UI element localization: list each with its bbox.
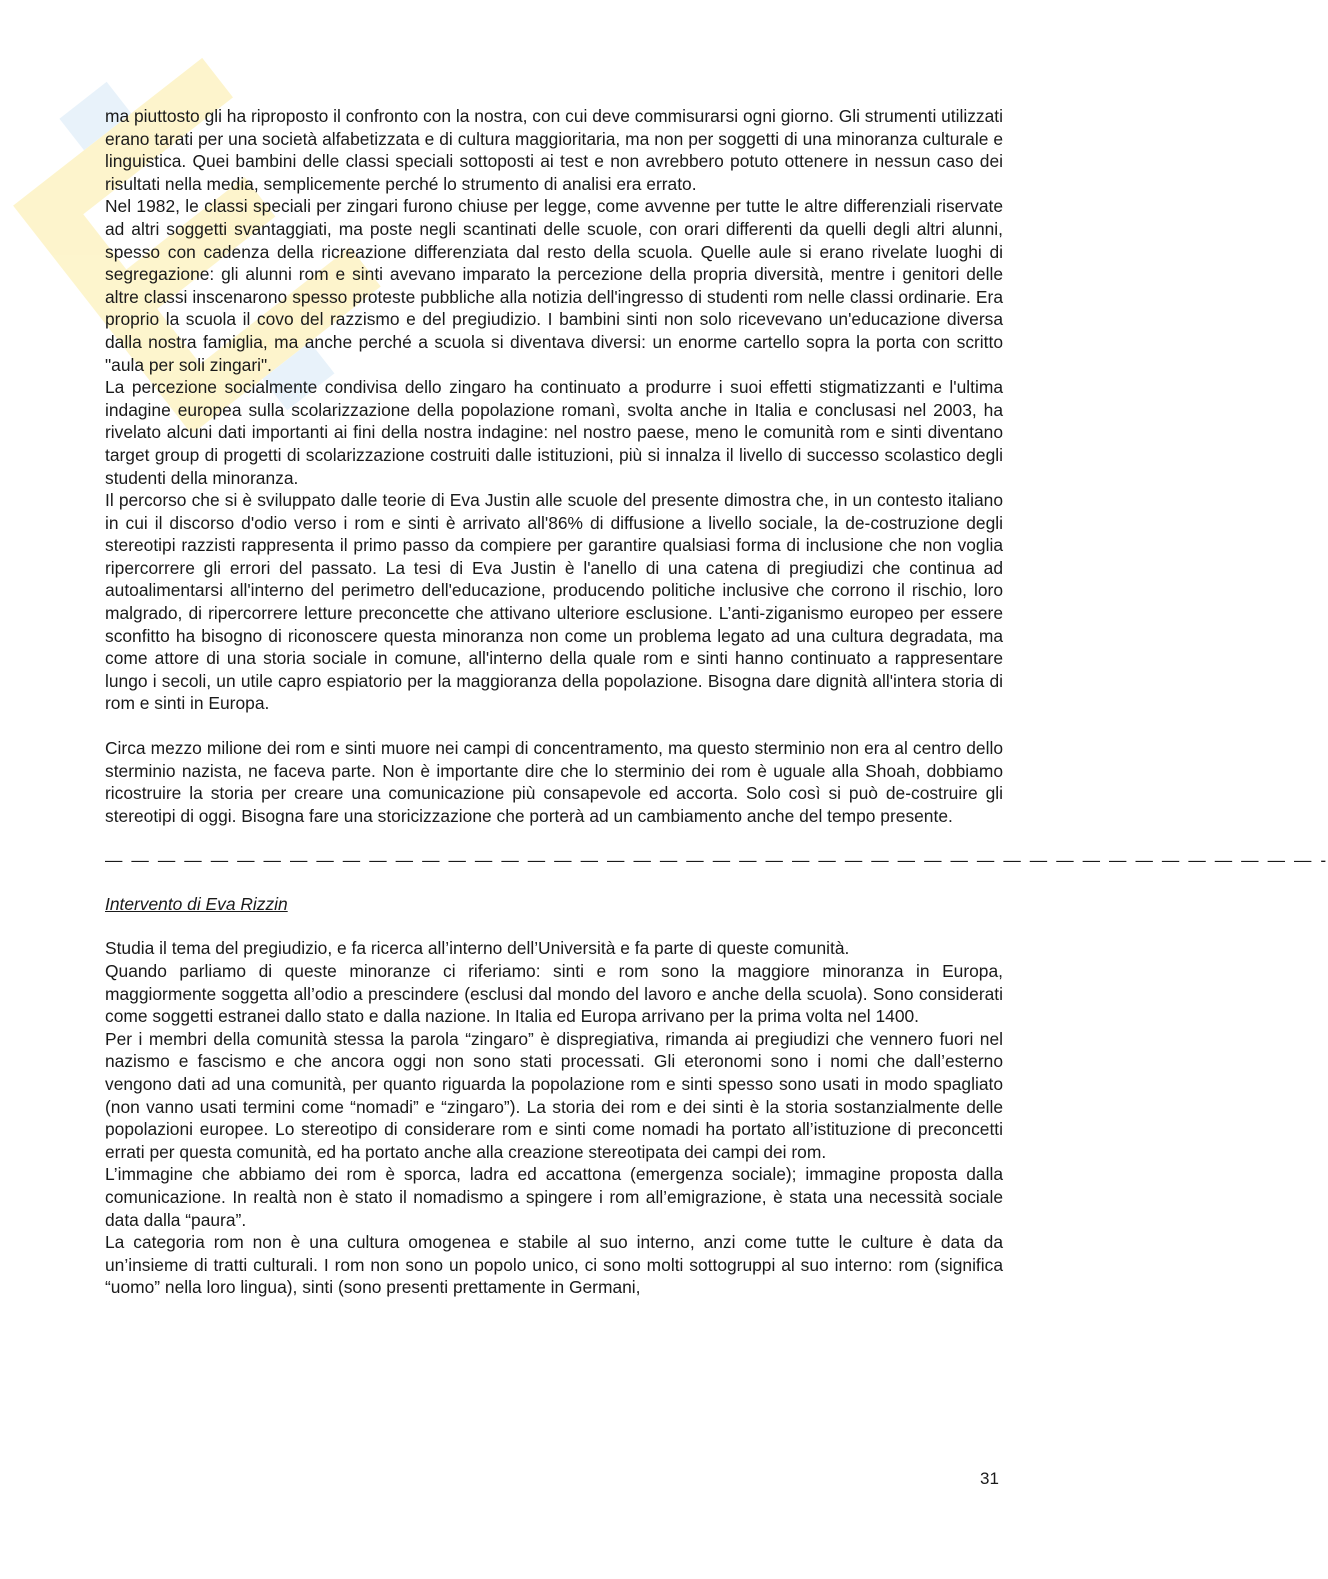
spacer xyxy=(105,715,1003,737)
paragraph: L’immagine che abbiamo dei rom è sporca, ladra ed accattona (emergenza sociale); immagine proposta dalla comunicazione. In realtà non è stato il nomadismo a spingere i rom all’emigrazione, è stata una necessità sociale data dalla “paura”. xyxy=(105,1164,1003,1230)
page-content xyxy=(105,105,1328,1299)
section-1 xyxy=(105,105,1003,715)
paragraph: ma piuttosto gli ha riproposto il confronto con la nostra, con cui deve commisurarsi ogni giorno. Gli strumenti utilizzati erano tarati per una società alfabetizzata e di cultura maggioritaria, ma non per soggetti di una minoranza culturale e linguistica. Quei bambini delle classi speciali sottoposti ai test e non avrebbero potuto ottenere in nessun caso dei risultati nella media, semplicemente perché lo strumento di analisi era errato. xyxy=(105,106,1003,194)
section-2 xyxy=(105,737,1003,827)
paragraph: La percezione socialmente condivisa dello zingaro ha continuato a produrre i suoi effetti stigmatizzanti e l'ultima indagine europea sulla scolarizzazione della popolazione romanì, svolta anche in Italia e conclusasi nel 2003, ha rivelato alcuni dati importanti ai fini della nostra indagine: nel nostro paese, meno le comunità rom e sinti diventano target group di progetti di scolarizzazione costruiti dalle istituzioni, più si innalza il livello di successo scolastico degli studenti della minoranza. xyxy=(105,377,1003,488)
section-3 xyxy=(105,937,1003,1299)
paragraph: Circa mezzo milione dei rom e sinti muore nei campi di concentramento, ma questo sterminio non era al centro dello sterminio nazista, ne faceva parte. Non è importante dire che lo sterminio dei rom è uguale alla Shoah, dobbiamo ricostruire la storia per creare una comunicazione più consapevole ed accorta. Solo così si può de-costruire gli stereotipi di oggi. Bisogna fare una storicizzazione che porterà ad un cambiamento anche del tempo presente. xyxy=(105,738,1003,826)
paragraph: Studia il tema del pregiudizio, e fa ricerca all’interno dell’Università e fa parte di queste comunità. xyxy=(105,938,850,959)
paragraph: Per i membri della comunità stessa la parola “zingaro” è dispregiativa, rimanda ai pregiudizi che vennero fuori nel nazismo e fascismo e che ancora oggi non sono stati processati. Gli eteronomi sono i nomi che dall’esterno vengono dati ad una comunità, per quanto riguarda la popolazione rom e sinti spesso sono usati in modo spagliato (non vanno usati termini come “nomadi” e “zingaro”). La storia dei rom e dei sinti è la storia sostanzialmente delle popolazioni europee. Lo stereotipo di considerare rom e sinti come nomadi ha portato all’istituzione di preconcetti errati per questa comunità, ed ha portato anche alla creazione stereotipata dei campi dei rom. xyxy=(105,1028,1003,1162)
paragraph: Quando parliamo di queste minoranze ci riferiamo: sinti e rom sono la maggiore minoranza in Europa, maggiormente soggetta all’odio a prescindere (esclusi dal mondo del lavoro e anche della scuola). Sono considerati come soggetti estranei dallo stato e dalla nazione. In Italia ed Europa arrivano per la prima volta nel 1400. xyxy=(105,961,1003,1027)
paragraph: La categoria rom non è una cultura omogenea e stabile al suo interno, anzi come tutte le culture è data da un’insieme di tratti culturali. I rom non sono un popolo unico, ci sono molti sottogruppi al suo interno: rom (significa “uomo” nella loro lingua), sinti (sono presenti prettamente in Germani, xyxy=(105,1232,1003,1298)
section-title: Intervento di Eva Rizzin xyxy=(105,894,288,915)
dashed-separator: — — — — — — — — — — — — — — — — — — — — — — — — — — — — — — — — — — — — — — — — — — — — — — - xyxy=(105,850,1328,871)
paragraph: Il percorso che si è sviluppato dalle teorie di Eva Justin alle scuole del presente dimostra che, in un contesto italiano in cui il discorso d'odio verso i rom e sinti è arrivato all'86% di diffusione a livello sociale, la de-costruzione degli stereotipi razzisti rappresenta il primo passo da compiere per garantire qualsiasi forma di inclusione che non voglia ripercorrere gli errori del passato. La tesi di Eva Justin è l'anello di una catena di pregiudizi che continua ad autoalimentarsi all'interno del perimetro dell'educazione, producendo politiche inclusive che corrono il rischio, loro malgrado, di ripercorrere letture preconcette che attivano ulteriore esclusione. L’anti-ziganismo europeo per essere sconfitto ha bisogno di riconoscere questa minoranza non come un problema legato ad una cultura degradata, ma come attore di una storia sociale in comune, all'interno della quale rom e sinti hanno continuato a rappresentare lungo i secoli, un utile capro espiatorio per la maggioranza della popolazione. Bisogna dare dignità all'intera storia di rom e sinti in Europa. xyxy=(105,490,1003,714)
page-number: 31 xyxy=(980,1469,999,1488)
paragraph: Nel 1982, le classi speciali per zingari furono chiuse per legge, come avvenne per tutte le altre differenziali riservate ad altri soggetti svantaggiati, ma poste negli scantinati delle scuole, con orari differenti da quelli degli altri alunni, spesso con cadenza della ricreazione differenziata dal resto della scuola. Quelle aule si erano rivelate luoghi di segregazione: gli alunni rom e sinti avevano imparato la percezione della propria diversità, mentre i genitori delle altre classi inscenarono spesso proteste pubbliche alla notizia dell'ingresso di studenti rom nelle classi ordinarie. Era proprio la scuola il covo del razzismo e del pregiudizio. I bambini sinti non solo ricevevano un'educazione diversa dalla nostra famiglia, ma anche perché a scuola si diventava diversi: un enorme cartello sopra la porta con scritto "aula per soli zingari". xyxy=(105,196,1003,375)
